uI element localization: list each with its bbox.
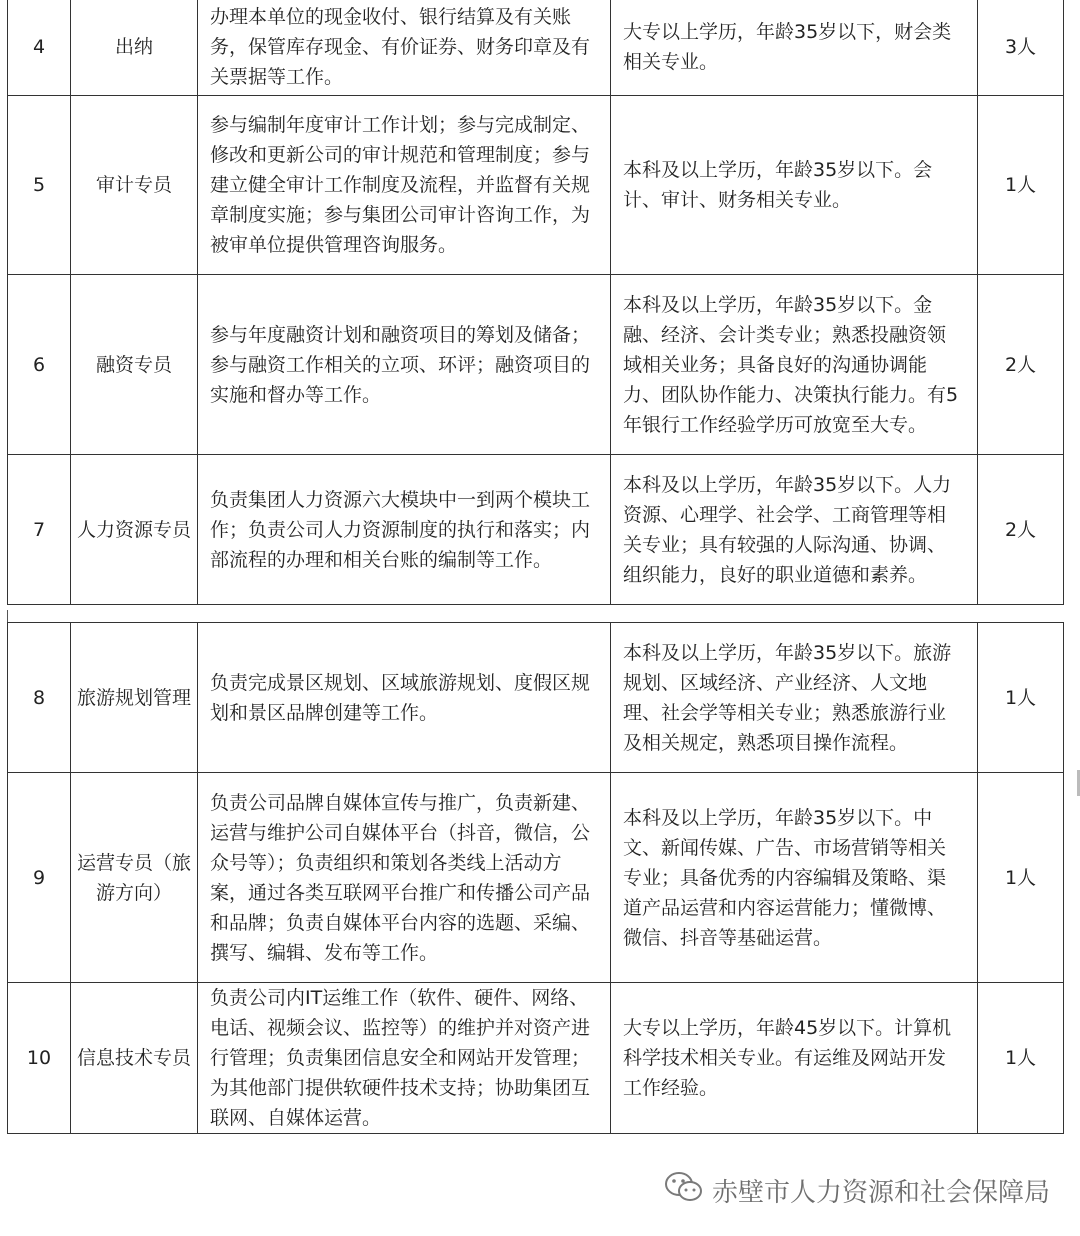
table-row: [8, 0, 1064, 96]
job-table-bottom: [7, 622, 1064, 1134]
watermark-text: 赤壁市人力资源和社会保障局: [711, 1178, 1050, 1208]
table-row: [8, 983, 1064, 1134]
position-name: 人力资源专员: [71, 455, 198, 605]
position-name: 审计专员: [71, 96, 198, 275]
row-number: 4: [8, 0, 71, 96]
job-requirements: 本科及以上学历，年龄35岁以下。会计、审计、财务相关专业。: [611, 96, 978, 275]
job-requirements: 本科及以上学历，年龄35岁以下。旅游规划、区域经济、产业经济、人文地理、社会学等相关专业；熟悉旅游行业及相关规定，熟悉项目操作流程。: [611, 623, 978, 773]
headcount: 3人: [978, 0, 1064, 96]
job-duties: 负责公司品牌自媒体宣传与推广，负责新建、运营与维护公司自媒体平台（抖音，微信，公众号等）；负责组织和策划各类线上活动方案，通过各类互联网平台推广和传播公司产品和品牌；负责自媒体平台内容的选题、采编、撰写、编辑、发布等工作。: [198, 773, 611, 983]
job-requirements: 本科及以上学历，年龄35岁以下。中文、新闻传媒、广告、市场营销等相关专业；具备优秀的内容编辑及策略、渠道产品运营和内容运营能力；懂微博、微信、抖音等基础运营。: [611, 773, 978, 983]
job-duties: 负责公司内IT运维工作（软件、硬件、网络、电话、视频会议、监控等）的维护并对资产进行管理；负责集团信息安全和网站开发管理；为其他部门提供软硬件技术支持；协助集团互联网、自媒体运营。: [198, 983, 611, 1134]
job-requirements: 本科及以上学历，年龄35岁以下。金融、经济、会计类专业；熟悉投融资领域相关业务；具备良好的沟通协调能力、团队协作能力、决策执行能力。有5年银行工作经验学历可放宽至大专。: [611, 275, 978, 455]
position-name: 融资专员: [71, 275, 198, 455]
position-name: 旅游规划管理: [71, 623, 198, 773]
job-requirements: 本科及以上学历，年龄35岁以下。人力资源、心理学、社会学、工商管理等相关专业；具有较强的人际沟通、协调、组织能力，良好的职业道德和素养。: [611, 455, 978, 605]
position-name: 运营专员（旅游方向）: [71, 773, 198, 983]
headcount: 1人: [978, 96, 1064, 275]
wechat-icon: [664, 1170, 704, 1211]
table-row: [8, 96, 1064, 275]
job-duties: 办理本单位的现金收付、银行结算及有关账务，保管库存现金、有价证券、财务印章及有关票据等工作。: [198, 0, 611, 96]
position-name: 信息技术专员: [71, 983, 198, 1134]
row-number: 9: [8, 773, 71, 983]
job-requirements: 大专以上学历，年龄45岁以下。计算机科学技术相关专业。有运维及网站开发工作经验。: [611, 983, 978, 1134]
headcount: 2人: [978, 275, 1064, 455]
table-row: [8, 773, 1064, 983]
table-row: [8, 455, 1064, 605]
table-row: [8, 623, 1064, 773]
row-number: 5: [8, 96, 71, 275]
headcount: 1人: [978, 623, 1064, 773]
job-duties: 参与年度融资计划和融资项目的筹划及储备；参与融资工作相关的立项、环评；融资项目的实施和督办等工作。: [198, 275, 611, 455]
position-name: 出纳: [71, 0, 198, 96]
job-requirements: 大专以上学历，年龄35岁以下，财会类相关专业。: [611, 0, 978, 96]
row-number: 8: [8, 623, 71, 773]
job-duties: 负责完成景区规划、区域旅游规划、度假区规划和景区品牌创建等工作。: [198, 623, 611, 773]
table-row: [8, 275, 1064, 455]
row-number: 10: [8, 983, 71, 1134]
row-number: 6: [8, 275, 71, 455]
headcount: 1人: [978, 983, 1064, 1134]
job-table-top: [7, 0, 1064, 605]
source-watermark: [664, 1170, 1050, 1211]
row-number: 7: [8, 455, 71, 605]
headcount: 2人: [978, 455, 1064, 605]
headcount: 1人: [978, 773, 1064, 983]
job-duties: 负责集团人力资源六大模块中一到两个模块工作；负责公司人力资源制度的执行和落实；内部流程的办理和相关台账的编制等工作。: [198, 455, 611, 605]
job-duties: 参与编制年度审计工作计划；参与完成制定、修改和更新公司的审计规范和管理制度；参与建立健全审计工作制度及流程，并监督有关规章制度实施；参与集团公司审计咨询工作，为被审单位提供管理咨询服务。: [198, 96, 611, 275]
